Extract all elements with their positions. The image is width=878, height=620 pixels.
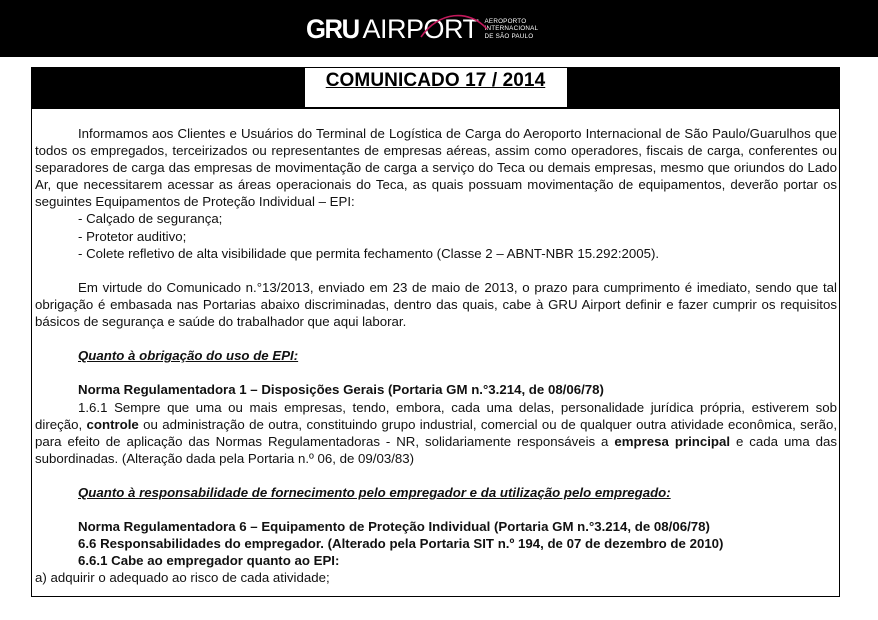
logo-arc-icon	[419, 7, 489, 51]
logo-tag-line: INTERNACIONAL	[484, 25, 539, 33]
logo-airport-text: AIRPORT	[362, 13, 479, 44]
nr6-6-1-line: 6.6.1 Cabe ao empregador quanto ao EPI:	[78, 553, 340, 569]
nr1-text: 1.6.1 Sempre que uma ou mais empresas, tendo, embora, cada uma delas, personalidade jurídica própria, estiverem sob direção,	[35, 399, 837, 432]
document-body	[35, 125, 837, 587]
logo-tag-line: DE SÃO PAULO	[484, 32, 534, 40]
epi-list-item: - Calçado de segurança;	[78, 211, 223, 227]
nr6-item-a: a) adquirir o adequado ao risco de cada atividade;	[35, 570, 330, 586]
document-frame	[31, 67, 840, 597]
section-heading-responsibility: Quanto à responsabilidade de fornecimento pelo empregador e da utilização pelo empregado:	[78, 484, 671, 500]
nr1-paragraph	[35, 399, 837, 467]
nr1-heading: Norma Regulamentadora 1 – Disposições Gerais (Portaria GM n.°3.214, de 08/06/78)	[78, 382, 604, 398]
document-title: COMUNICADO 17 / 2014	[325, 70, 546, 91]
nr6-6-line: 6.6 Responsabilidades do empregador. (Alterado pela Portaria SIT n.º 194, de 07 de dezembro de 2010)	[78, 536, 724, 552]
title-bar	[32, 68, 839, 109]
nr1-text: e cada uma das subordinadas. (Alteração dada pela Portaria n.º 06, de 09/03/83)	[35, 433, 838, 466]
logo-gru-text: GRU	[306, 13, 359, 44]
epi-list-item: - Colete refletivo de alta visibilidade que permita fechamento (Classe 2 – ABNT-NBR 15.292:2005).	[78, 245, 660, 261]
nr1-emphasis: empresa principal	[614, 433, 731, 449]
intro-paragraph: Informamos aos Clientes e Usuários do Terminal de Logística de Carga do Aeroporto Internacional de São Paulo/Guarulhos que todos os empregados, terceirizados ou representantes de empresas aéreas, assim como operadores, fiscais de carga, conferentes ou separadores de carga das empresas de movimentação de carga a serviço do Teca ou demais empresas, mesmo que oriundos do Lado Ar, que necessitarem acessar as áreas operacionais do Teca, as quais possuam movimentação de equipamentos, deverão portar os seguintes Equipamentos de Proteção Individual – EPI:	[35, 126, 837, 210]
logo-tag-line: AEROPORTO	[484, 18, 527, 26]
nr1-text: ou administração de outra, constituindo grupo industrial, comercial ou de qualquer outra atividade econômica, serão, para efeito de aplicação das Normas Regulamentadoras - NR, solidariamente responsáveis a	[35, 416, 837, 449]
nr1-emphasis: controle	[86, 416, 139, 432]
nr6-heading: Norma Regulamentadora 6 – Equipamento de Proteção Individual (Portaria GM n.°3.214, de 08/06/78)	[78, 519, 710, 535]
gru-airport-logo	[306, 13, 538, 45]
logo-tagline	[485, 18, 539, 40]
section-heading-epi-use: Quanto à obrigação do uso de EPI:	[78, 348, 299, 364]
epi-list-item: - Protetor auditivo;	[78, 228, 187, 244]
deadline-paragraph: Em virtude do Comunicado n.°13/2013, enviado em 23 de maio de 2013, o prazo para cumprimento é imediato, sendo que tal obrigação é embasada nas Portarias abaixo discriminadas, dentro das quais, cabe à GRU Airport definir e fazer cumprir os requisitos básicos de segurança e saúde do trabalhador que aqui laborar.	[35, 279, 837, 330]
header-bar	[0, 0, 878, 57]
